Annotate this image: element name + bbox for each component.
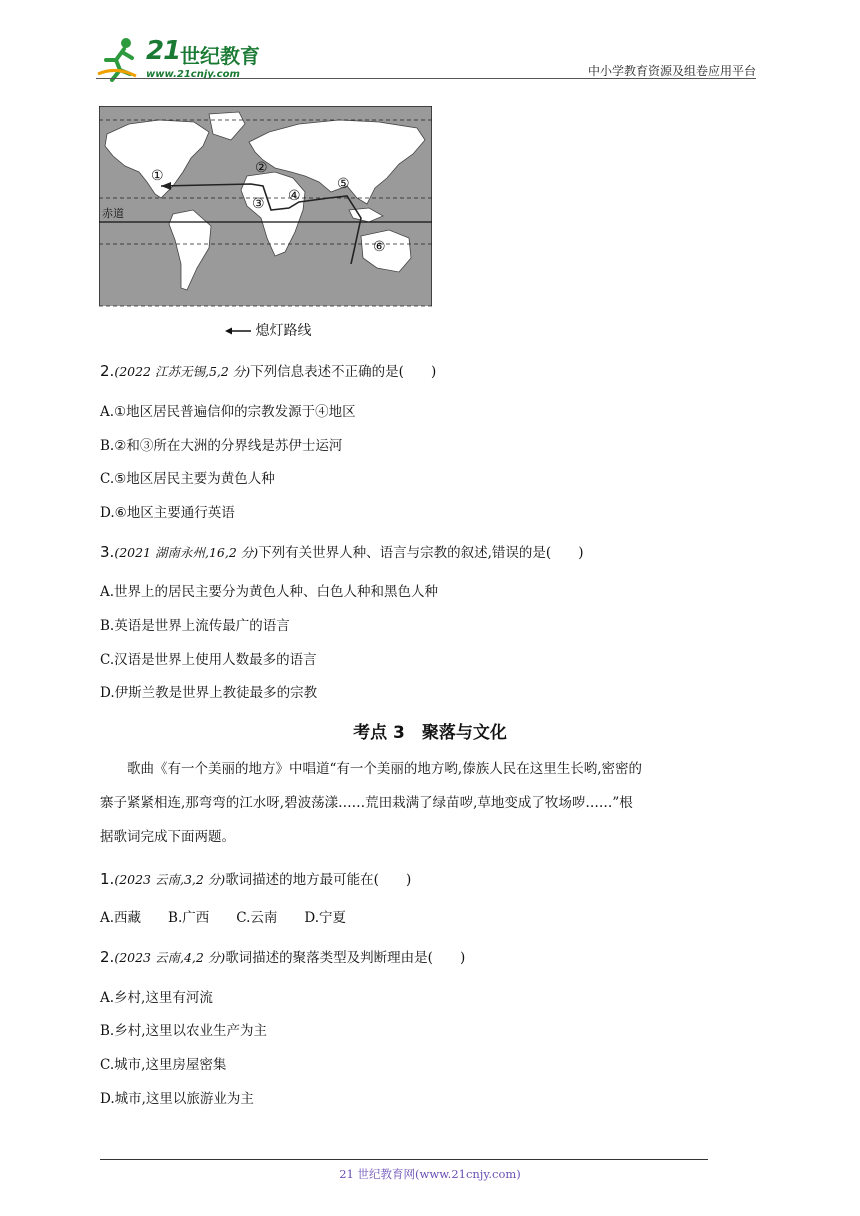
question-1-stem <box>100 868 411 888</box>
question-number: 1. <box>100 870 115 888</box>
runner-icon <box>96 36 144 82</box>
intro-line-1: 歌曲《有一个美丽的地方》中唱道“有一个美丽的地方哟,傣族人民在这里生长哟,密密的 <box>100 761 642 777</box>
question-text: 下列信息表述不正确的是( ) <box>250 364 437 380</box>
question-number: 3. <box>100 543 115 561</box>
logo-number: 21 <box>146 36 181 66</box>
question-text: 歌词描述的聚落类型及判断理由是( ) <box>225 950 466 966</box>
section-title: 考点 3 聚落与文化 <box>353 723 507 743</box>
logo-text: 世纪教育 <box>180 44 260 68</box>
option-d: D.伊斯兰教是世界上教徒最多的宗教 <box>100 685 318 701</box>
footer-divider <box>100 1159 708 1160</box>
marker-1: ① <box>151 168 164 184</box>
question-2-stem <box>100 360 436 380</box>
marker-4: ④ <box>288 188 301 204</box>
equator-label: 赤道 <box>102 207 124 220</box>
logo-url: www.21cnjy.com <box>146 69 240 80</box>
option-d: D.城市,这里以旅游业为主 <box>100 1091 254 1107</box>
question-source: (2021 湖南永州,16,2 分) <box>114 545 259 560</box>
option-c: C.城市,这里房屋密集 <box>100 1057 227 1073</box>
question-text: 下列有关世界人种、语言与宗教的叙述,错误的是( ) <box>258 545 584 561</box>
site-logo[interactable] <box>96 36 266 82</box>
option-d: D.⑥地区主要通行英语 <box>100 505 235 521</box>
world-map <box>99 106 432 314</box>
marker-3: ③ <box>252 196 265 212</box>
legend-label: 熄灯路线 <box>255 323 312 339</box>
page-header <box>96 30 756 82</box>
header-divider <box>96 78 756 79</box>
marker-6: ⑥ <box>373 239 386 255</box>
antarctica-landmass <box>99 306 432 314</box>
option-b: B.英语是世界上流传最广的语言 <box>100 618 290 634</box>
route-arrow-icon <box>225 327 251 335</box>
footer-text[interactable]: 21 世纪教育网(www.21cnjy.com) <box>339 1167 521 1181</box>
question-text: 歌词描述的地方最可能在( ) <box>225 872 412 888</box>
marker-5: ⑤ <box>337 176 350 192</box>
option-a: A.乡村,这里有河流 <box>100 990 213 1006</box>
option-a: A.①地区居民普遍信仰的宗教发源于④地区 <box>100 404 356 420</box>
intro-line-3: 据歌词完成下面两题。 <box>100 829 235 845</box>
platform-title: 中小学教育资源及组卷应用平台 <box>587 64 756 78</box>
option-b: B.乡村,这里以农业生产为主 <box>100 1023 268 1039</box>
option-a: A.世界上的居民主要分为黄色人种、白色人种和黑色人种 <box>100 584 439 600</box>
map-legend <box>225 320 311 340</box>
marker-2: ② <box>255 160 268 176</box>
option-b: B.②和③所在大洲的分界线是苏伊士运河 <box>100 438 343 454</box>
question-number: 2. <box>100 362 115 380</box>
option-c: C.汉语是世界上使用人数最多的语言 <box>100 652 317 668</box>
inline-options: A.西藏 B.广西 C.云南 D.宁夏 <box>100 910 347 926</box>
question-3-stem <box>100 541 583 561</box>
question-number: 2. <box>100 948 115 966</box>
question-source: (2022 江苏无锡,5,2 分) <box>114 364 251 379</box>
question-2b-stem <box>100 946 465 966</box>
question-source: (2023 云南,3,2 分) <box>114 872 226 887</box>
question-source: (2023 云南,4,2 分) <box>114 950 226 965</box>
intro-line-2: 寨子紧紧相连,那弯弯的江水呀,碧波荡漾……荒田栽满了绿苗哕,草地变成了牧场哕……”根 <box>100 795 633 811</box>
option-c: C.⑤地区居民主要为黄色人种 <box>100 471 275 487</box>
